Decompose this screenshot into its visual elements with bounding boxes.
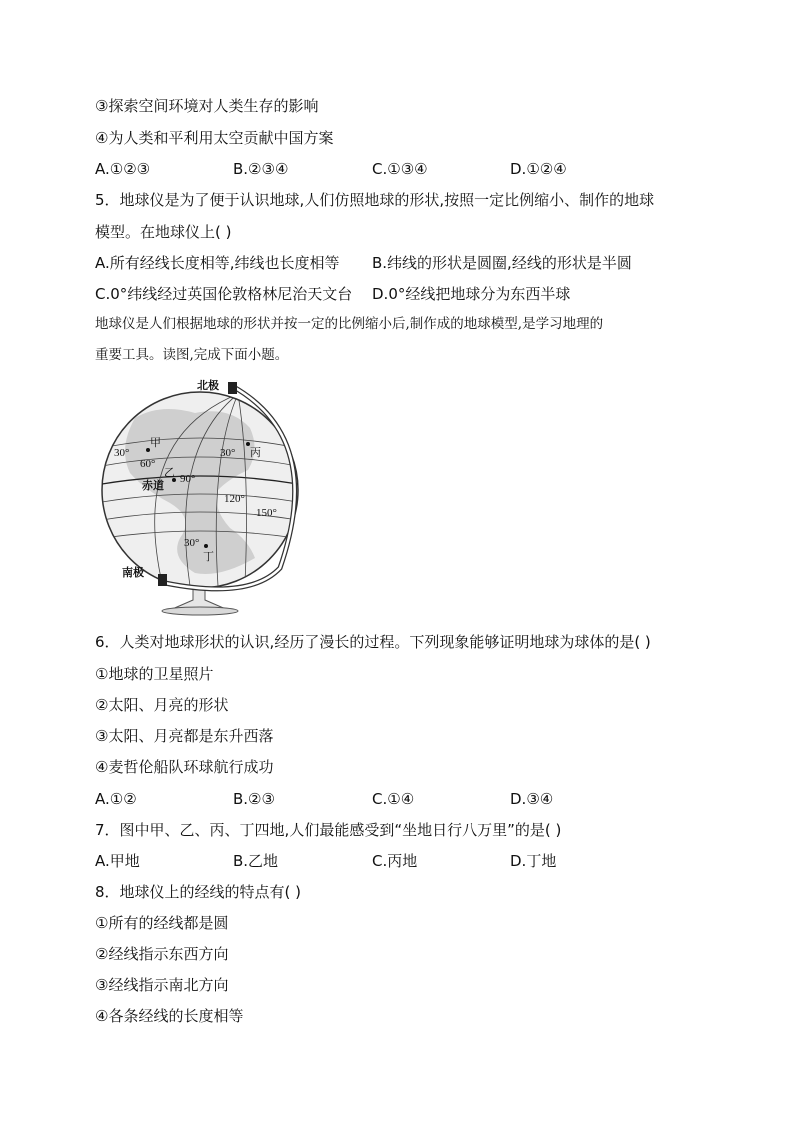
south-pole-label: 南极 bbox=[122, 566, 144, 579]
lat-30-left-label: 30° bbox=[114, 447, 130, 459]
q8-item-4: ④各条经线的长度相等 bbox=[95, 1007, 244, 1025]
lat-30-south-label: 30° bbox=[184, 537, 200, 549]
q6-option-c: C.①④ bbox=[372, 790, 415, 808]
q4-option-d: D.①②④ bbox=[510, 160, 567, 178]
q7-stem: 7．图中甲、乙、丙、丁四地,人们最能感受到“坐地日行八万里”的是( ) bbox=[95, 821, 562, 839]
q4-item-3: ③探索空间环境对人类生存的影响 bbox=[95, 97, 319, 115]
north-pole-label: 北极 bbox=[197, 379, 219, 392]
q8-stem: 8．地球仪上的经线的特点有( ) bbox=[95, 883, 302, 901]
intro-line1: 地球仪是人们根据地球的形状并按一定的比例缩小后,制作成的地球模型,是学习地理的 bbox=[95, 316, 604, 332]
q6-stem: 6．人类对地球形状的认识,经历了漫长的过程。下列现象能够证明地球为球体的是( ) bbox=[95, 633, 651, 651]
lon-90-label: 90° bbox=[180, 473, 196, 485]
point-jia-label: 甲 bbox=[150, 437, 161, 449]
q8-item-2: ②经线指示东西方向 bbox=[95, 945, 229, 963]
q8-item-3: ③经线指示南北方向 bbox=[95, 976, 229, 994]
q7-option-a: A.甲地 bbox=[95, 852, 140, 870]
q6-item-3: ③太阳、月亮都是东升西落 bbox=[95, 727, 274, 745]
q6-option-a: A.①② bbox=[95, 790, 137, 808]
q7-option-d: D.丁地 bbox=[510, 852, 557, 870]
q7-option-b: B.乙地 bbox=[233, 852, 279, 870]
lon-60-label: 60° bbox=[140, 458, 156, 470]
q5-option-b: B.纬线的形状是圆圈,经线的形状是半圆 bbox=[372, 254, 632, 272]
globe-figure bbox=[100, 378, 310, 618]
q7-option-c: C.丙地 bbox=[372, 852, 418, 870]
point-yi-label: 乙 bbox=[164, 467, 175, 479]
q6-item-4: ④麦哲伦船队环球航行成功 bbox=[95, 758, 274, 776]
q5-option-c: C.0°纬线经过英国伦敦格林尼治天文台 bbox=[95, 285, 353, 303]
q4-item-4: ④为人类和平利用太空贡献中国方案 bbox=[95, 129, 334, 147]
q5-option-d: D.0°经线把地球分为东西半球 bbox=[372, 285, 571, 303]
q4-option-a: A.①②③ bbox=[95, 160, 151, 178]
south-pole-cap bbox=[158, 574, 167, 586]
north-pole-cap bbox=[228, 382, 237, 394]
intro-line2: 重要工具。读图,完成下面小题。 bbox=[95, 347, 289, 363]
q6-option-d: D.③④ bbox=[510, 790, 554, 808]
q4-option-b: B.②③④ bbox=[233, 160, 289, 178]
q6-option-b: B.②③ bbox=[233, 790, 275, 808]
point-bing-label: 丙 bbox=[250, 447, 261, 459]
q5-stem-line1: 5．地球仪是为了便于认识地球,人们仿照地球的形状,按照一定比例缩小、制作的地球 bbox=[95, 191, 655, 209]
lon-150-label: 150° bbox=[256, 507, 277, 519]
q5-option-a: A.所有经线长度相等,纬线也长度相等 bbox=[95, 254, 340, 272]
globe-base bbox=[162, 607, 238, 615]
point-ding-label: 丁 bbox=[203, 551, 214, 563]
point-ding-marker bbox=[204, 544, 208, 548]
equator-label: 赤道 bbox=[142, 479, 164, 492]
q6-item-1: ①地球的卫星照片 bbox=[95, 665, 214, 683]
q8-item-1: ①所有的经线都是圆 bbox=[95, 914, 229, 932]
lat-30-right-label: 30° bbox=[220, 447, 236, 459]
q5-stem-line2: 模型。在地球仪上( ) bbox=[95, 223, 232, 241]
q4-option-c: C.①③④ bbox=[372, 160, 428, 178]
point-bing-marker bbox=[246, 442, 250, 446]
lon-120-label: 120° bbox=[224, 493, 245, 505]
q6-item-2: ②太阳、月亮的形状 bbox=[95, 696, 229, 714]
